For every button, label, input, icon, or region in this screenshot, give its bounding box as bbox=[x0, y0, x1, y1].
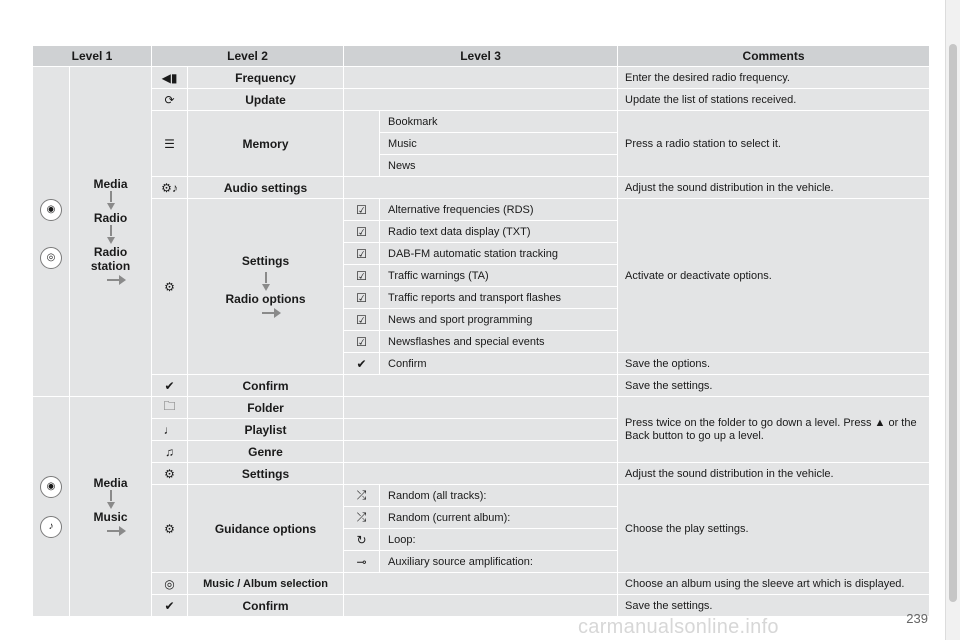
arrow-down-icon bbox=[262, 284, 270, 291]
radio-options-label[interactable]: Radio options bbox=[225, 291, 306, 306]
list-icon: ☰ bbox=[164, 136, 175, 151]
media-button-icon: ◉ bbox=[40, 199, 62, 221]
nav-media: Media bbox=[93, 475, 128, 490]
settings-gear-icon: ⚙ bbox=[164, 466, 175, 481]
arrow-down-icon bbox=[107, 203, 115, 210]
radio-button-icon: ◎ bbox=[40, 247, 62, 269]
radio-confirm-comment: Save the settings. bbox=[618, 375, 930, 397]
guidance-aux-amplification[interactable]: Auxiliary source amplification: bbox=[380, 551, 618, 573]
memory-item-music[interactable]: Music bbox=[380, 133, 618, 155]
memory-label[interactable]: Memory bbox=[188, 111, 344, 177]
arrow-right-icon bbox=[262, 312, 276, 314]
scrollbar[interactable] bbox=[945, 0, 960, 640]
checkbox-icon[interactable]: ☑ bbox=[356, 268, 367, 283]
option-traffic-warnings[interactable]: Traffic warnings (TA) bbox=[380, 265, 618, 287]
menu-table bbox=[32, 45, 930, 617]
settings-radio-options-cell bbox=[188, 199, 344, 375]
audio-settings-comment: Adjust the sound distribution in the vehicle. bbox=[618, 177, 930, 199]
options-confirm-comment: Save the options. bbox=[618, 353, 930, 375]
nav-radio-station: Radio station bbox=[90, 244, 131, 273]
guidance-options-label[interactable]: Guidance options bbox=[188, 485, 344, 573]
update-label[interactable]: Update bbox=[188, 89, 344, 111]
settings-label[interactable]: Settings bbox=[241, 253, 290, 268]
music-settings-comment: Adjust the sound distribution in the vehicle. bbox=[618, 463, 930, 485]
checkbox-icon[interactable]: ☑ bbox=[356, 202, 367, 217]
shuffle-all-icon: ⤮ bbox=[356, 488, 367, 502]
radio-confirm-label[interactable]: Confirm bbox=[188, 375, 344, 397]
header-level-3: Level 3 bbox=[344, 46, 618, 67]
refresh-icon: ⟳ bbox=[164, 92, 175, 107]
settings-gear-icon: ⚙ bbox=[164, 279, 175, 294]
checkbox-icon[interactable]: ☑ bbox=[356, 312, 367, 327]
music-note-icon: ♪ bbox=[40, 516, 62, 538]
watermark: carmanualsonline.info bbox=[578, 616, 779, 638]
folder-label[interactable]: Folder bbox=[188, 397, 344, 419]
option-traffic-reports[interactable]: Traffic reports and transport flashes bbox=[380, 287, 618, 309]
checkmark-icon[interactable]: ✔ bbox=[164, 378, 175, 393]
guidance-random-all[interactable]: Random (all tracks): bbox=[380, 485, 618, 507]
guidance-random-album[interactable]: Random (current album): bbox=[380, 507, 618, 529]
memory-item-bookmark[interactable]: Bookmark bbox=[380, 111, 618, 133]
memory-item-news[interactable]: News bbox=[380, 155, 618, 177]
checkmark-icon[interactable]: ✔ bbox=[356, 356, 367, 371]
arrow-down-icon bbox=[107, 502, 115, 509]
guidance-loop[interactable]: Loop: bbox=[380, 529, 618, 551]
folder-icon: 🗀 bbox=[163, 399, 176, 413]
checkbox-icon[interactable]: ☑ bbox=[356, 290, 367, 305]
checkbox-icon[interactable]: ☑ bbox=[356, 224, 367, 239]
arrow-right-icon bbox=[107, 279, 121, 281]
folder-comment: Press twice on the folder to go down a level. Press ▲ or the Back button to go up a level. bbox=[618, 397, 930, 463]
frequency-icon: ◀▮ bbox=[161, 70, 178, 85]
music-confirm-comment: Save the settings. bbox=[618, 595, 930, 617]
option-newsflashes[interactable]: Newsflashes and special events bbox=[380, 331, 618, 353]
options-confirm-label[interactable]: Confirm bbox=[380, 353, 618, 375]
loop-icon: ↻ bbox=[356, 532, 367, 547]
album-selection-label[interactable]: Music / Album selection bbox=[188, 573, 344, 595]
checkmark-icon[interactable]: ✔ bbox=[164, 598, 175, 613]
option-dab-fm[interactable]: DAB-FM automatic station tracking bbox=[380, 243, 618, 265]
update-comment: Update the list of stations received. bbox=[618, 89, 930, 111]
music-confirm-label[interactable]: Confirm bbox=[188, 595, 344, 617]
checkbox-icon[interactable]: ☑ bbox=[356, 246, 367, 261]
checkbox-icon[interactable]: ☑ bbox=[356, 334, 367, 349]
nav-music: Music bbox=[93, 509, 128, 524]
music-level1-icons bbox=[33, 397, 70, 617]
nav-media: Media bbox=[93, 176, 128, 191]
arrow-down-icon bbox=[107, 237, 115, 244]
playlist-label[interactable]: Playlist bbox=[188, 419, 344, 441]
option-alt-frequencies[interactable]: Alternative frequencies (RDS) bbox=[380, 199, 618, 221]
option-news-sport[interactable]: News and sport programming bbox=[380, 309, 618, 331]
frequency-comment: Enter the desired radio frequency. bbox=[618, 67, 930, 89]
frequency-label[interactable]: Frequency bbox=[188, 67, 344, 89]
arrow-right-icon bbox=[107, 530, 121, 532]
radio-nav-path bbox=[70, 67, 152, 397]
album-selection-comment: Choose an album using the sleeve art which is displayed. bbox=[618, 573, 930, 595]
settings-gear-icon: ⚙ bbox=[164, 521, 175, 536]
shuffle-icon: ⤮ bbox=[356, 510, 367, 524]
audio-settings-icon: ⚙♪ bbox=[161, 180, 178, 195]
scrollbar-thumb[interactable] bbox=[949, 44, 957, 602]
genre-icon: ♫ bbox=[165, 444, 175, 459]
header-level-2: Level 2 bbox=[152, 46, 344, 67]
nav-radio: Radio bbox=[93, 210, 128, 225]
page-number: 239 bbox=[906, 611, 928, 626]
header-level-1: Level 1 bbox=[33, 46, 152, 67]
music-settings-label[interactable]: Settings bbox=[188, 463, 344, 485]
playlist-icon: ♩ bbox=[163, 422, 176, 437]
option-radio-text[interactable]: Radio text data display (TXT) bbox=[380, 221, 618, 243]
radio-level1-icons bbox=[33, 67, 70, 397]
media-button-icon: ◉ bbox=[40, 476, 62, 498]
options-comment: Activate or deactivate options. bbox=[618, 199, 930, 353]
genre-label[interactable]: Genre bbox=[188, 441, 344, 463]
amplification-icon: ⊸ bbox=[356, 554, 367, 569]
audio-settings-label[interactable]: Audio settings bbox=[188, 177, 344, 199]
guidance-comment: Choose the play settings. bbox=[618, 485, 930, 573]
header-comments: Comments bbox=[618, 46, 930, 67]
music-nav-path bbox=[70, 397, 152, 617]
memory-comment: Press a radio station to select it. bbox=[618, 111, 930, 177]
album-icon: ◎ bbox=[164, 576, 175, 591]
